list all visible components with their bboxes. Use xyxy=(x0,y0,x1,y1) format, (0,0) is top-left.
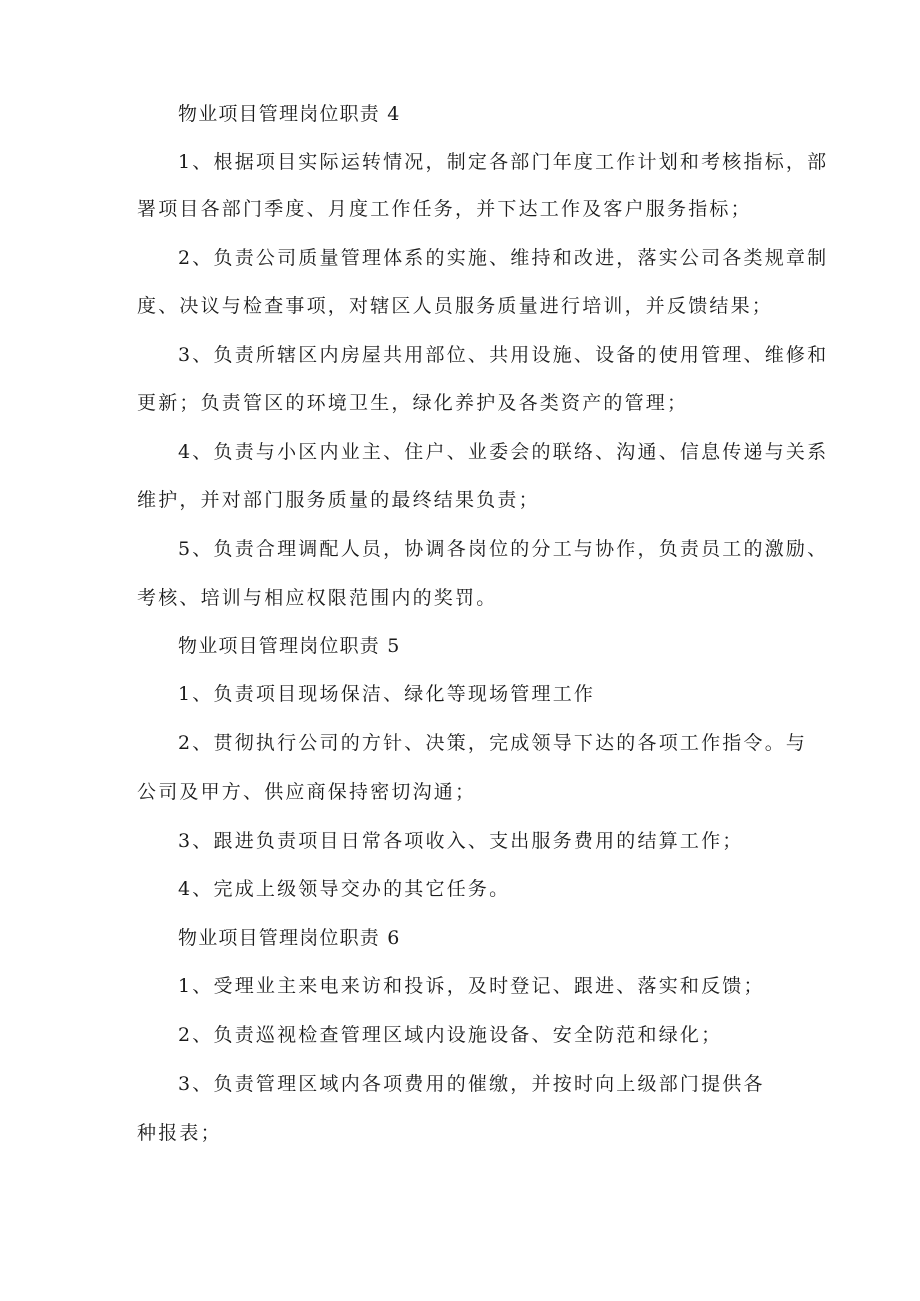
paragraph-line: 2、负责巡视检查管理区域内设施设备、安全防范和绿化； xyxy=(178,1024,723,1046)
paragraph-line: 1、负责项目现场保洁、绿化等现场管理工作 xyxy=(178,683,596,705)
section-title: 物业项目管理岗位职责 6 xyxy=(178,927,401,949)
paragraph-line: 公司及甲方、供应商保持密切沟通； xyxy=(137,781,477,803)
paragraph-line: 3、负责管理区域内各项费用的催缴，并按时向上级部门提供各 xyxy=(178,1073,765,1095)
paragraph-line: 1、受理业主来电来访和投诉，及时登记、跟进、落实和反馈； xyxy=(178,975,765,997)
paragraph-line: 3、负责所辖区内房屋共用部位、共用设施、设备的使用管理、维修和 xyxy=(178,344,829,366)
paragraph-line: 2、负责公司质量管理体系的实施、维持和改进，落实公司各类规章制 xyxy=(178,247,829,269)
paragraph-line: 署项目各部门季度、月度工作任务，并下达工作及客户服务指标； xyxy=(137,198,752,220)
paragraph-line: 2、贯彻执行公司的方针、决策，完成领导下达的各项工作指令。与 xyxy=(178,732,808,754)
paragraph-line: 度、决议与检查事项，对辖区人员服务质量进行培训，并反馈结果； xyxy=(137,295,774,317)
section-title: 物业项目管理岗位职责 5 xyxy=(178,635,401,657)
paragraph-line: 考核、培训与相应权限范围内的奖罚。 xyxy=(137,587,498,609)
paragraph-line: 1、根据项目实际运转情况，制定各部门年度工作计划和考核指标，部 xyxy=(178,151,829,173)
paragraph-line: 5、负责合理调配人员，协调各岗位的分工与协作，负责员工的激励、 xyxy=(178,538,829,560)
paragraph-line: 更新；负责管区的环境卫生，绿化养护及各类资产的管理； xyxy=(137,392,689,414)
paragraph-line: 种报表； xyxy=(137,1122,222,1144)
paragraph-line: 维护，并对部门服务质量的最终结果负责； xyxy=(137,489,540,511)
paragraph-line: 4、完成上级领导交办的其它任务。 xyxy=(178,878,511,900)
paragraph-line: 3、跟进负责项目日常各项收入、支出服务费用的结算工作； xyxy=(178,830,744,852)
paragraph-line: 4、负责与小区内业主、住户、业委会的联络、沟通、信息传递与关系 xyxy=(178,441,829,463)
section-title: 物业项目管理岗位职责 4 xyxy=(178,103,401,125)
